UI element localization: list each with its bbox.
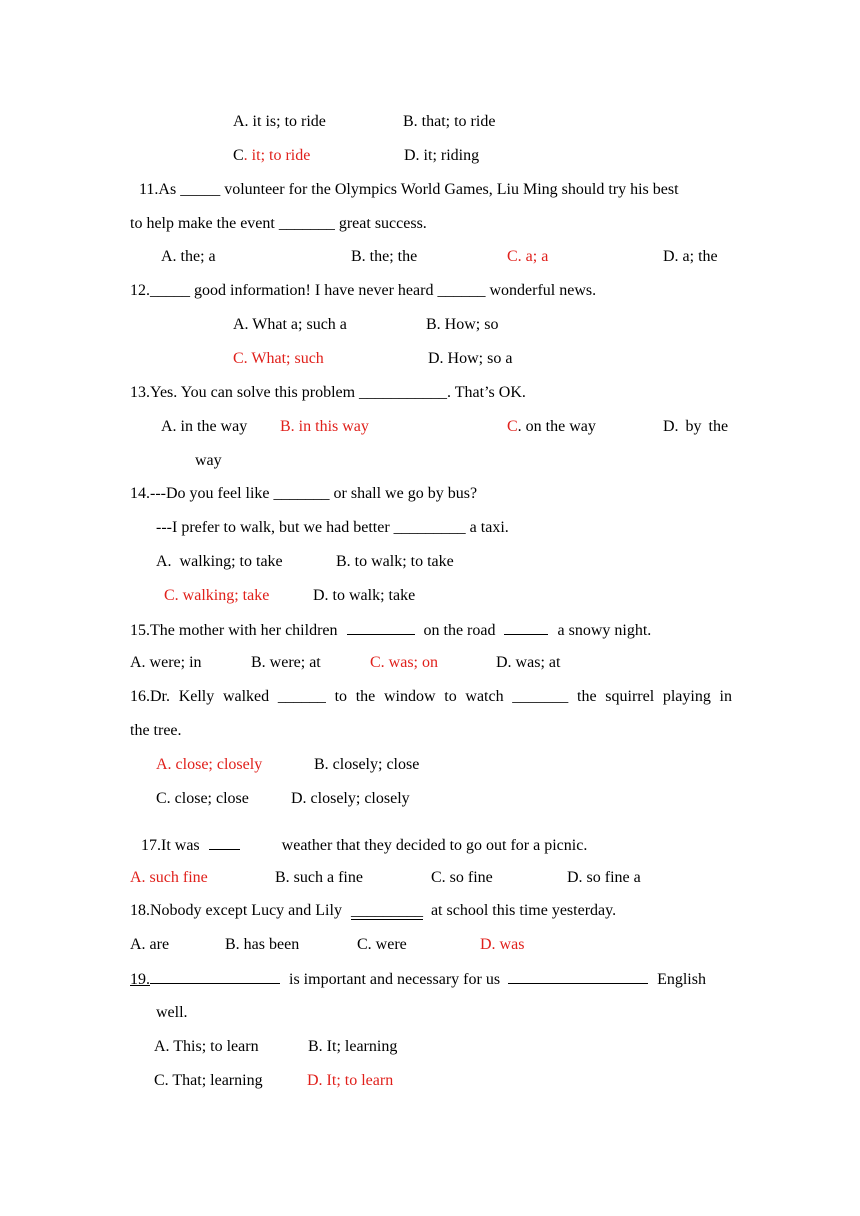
q16-option-c: C. close; close xyxy=(156,790,249,807)
q19-number: 19. xyxy=(130,971,150,988)
q14-stem-line1: 14.---Do you feel like _______ or shall we go by bus? xyxy=(130,485,478,502)
q15-option-a: A. were; in xyxy=(130,654,202,671)
q15-stem-suffix: a snowy night. xyxy=(557,622,652,639)
q16-option-b: B. closely; close xyxy=(314,756,420,773)
q11-option-d: D. a; the xyxy=(663,248,718,265)
q15-option-d: D. was; at xyxy=(496,654,561,671)
q17-stem-prefix: 17.It was xyxy=(141,837,200,854)
q15-blank-1 xyxy=(347,620,415,635)
q19-blank-1 xyxy=(150,969,280,984)
q17-option-c: C. so fine xyxy=(431,869,493,886)
q19-option-b: B. It; learning xyxy=(308,1038,398,1055)
q12-option-a: A. What a; such a xyxy=(233,316,347,333)
q13-option-c-text: . on the way xyxy=(517,418,596,435)
q13-option-b: B. in this way xyxy=(280,418,369,435)
q18-stem xyxy=(130,901,616,921)
q11-option-b: B. the; the xyxy=(351,248,418,265)
q14-option-a: A. walking; to take xyxy=(156,553,283,570)
q12-stem: 12._____ good information! I have never heard ______ wonderful news. xyxy=(130,282,597,299)
q14-option-b: B. to walk; to take xyxy=(336,553,454,570)
q18-option-c: C. were xyxy=(357,936,407,953)
q15-blank-2 xyxy=(504,620,548,635)
q16-stem-line1: 16.Dr. Kelly walked ______ to the window to watch _______ the squirrel playing in xyxy=(130,688,732,705)
q10-option-c xyxy=(233,146,310,166)
q11-stem-line2: to help make the event _______ great success. xyxy=(130,215,427,232)
q19-option-d: D. It; to learn xyxy=(307,1072,394,1089)
q17-blank xyxy=(209,835,240,850)
q11-option-a: A. the; a xyxy=(161,248,216,265)
q17-option-a: A. such fine xyxy=(130,869,208,886)
q15-stem-prefix: 15.The mother with her children xyxy=(130,622,338,639)
q18-option-a: A. are xyxy=(130,936,170,953)
q19-option-c: C. That; learning xyxy=(154,1072,263,1089)
q18-option-b: B. has been xyxy=(225,936,300,953)
q19-stem xyxy=(130,969,706,990)
q16-option-d: D. closely; closely xyxy=(291,790,410,807)
q10-option-a: A. it is; to ride xyxy=(233,113,326,130)
q12-option-c: C. What; such xyxy=(233,350,324,367)
q12-option-d: D. How; so a xyxy=(428,350,513,367)
q17-option-b: B. such a fine xyxy=(275,869,363,886)
q13-option-a: A. in the way xyxy=(161,418,248,435)
q13-option-c xyxy=(507,417,596,437)
q13-option-d: D. by the xyxy=(663,418,729,435)
q17-stem-suffix: weather that they decided to go out for a picnic. xyxy=(281,837,588,854)
q13-option-c-letter: C xyxy=(507,418,518,435)
q17-option-d: D. so fine a xyxy=(567,869,641,886)
q19-blank-2 xyxy=(508,969,648,984)
q12-option-b: B. How; so xyxy=(426,316,499,333)
q16-stem-line2: the tree. xyxy=(130,722,182,739)
q15-option-c: C. was; on xyxy=(370,654,438,671)
q10-option-b: B. that; to ride xyxy=(403,113,496,130)
q13-option-d-continued: way xyxy=(195,452,222,469)
q15-option-b: B. were; at xyxy=(251,654,321,671)
q18-stem-suffix: at school this time yesterday. xyxy=(430,902,617,919)
q14-option-c: C. walking; take xyxy=(164,587,270,604)
q16-option-a: A. close; closely xyxy=(156,756,263,773)
q14-stem-line2: ---I prefer to walk, but we had better _________ a taxi. xyxy=(156,519,509,536)
q19-stem-line2: well. xyxy=(156,1004,188,1021)
q10-option-c-letter: C xyxy=(233,147,244,164)
q11-stem-line1: 11.As _____ volunteer for the Olympics World Games, Liu Ming should try his best xyxy=(139,181,679,198)
q13-stem: 13.Yes. You can solve this problem ___________. That’s OK. xyxy=(130,384,526,401)
q15-stem xyxy=(130,620,651,641)
q10-option-d: D. it; riding xyxy=(404,147,480,164)
q18-stem-prefix: 18.Nobody except Lucy and Lily xyxy=(130,902,342,919)
q14-option-d: D. to walk; take xyxy=(313,587,416,604)
q19-option-a: A. This; to learn xyxy=(154,1038,259,1055)
q19-stem-suffix: English xyxy=(657,971,706,988)
q18-option-d: D. was xyxy=(480,936,525,953)
q10-option-c-text: . it; to ride xyxy=(243,147,311,164)
q15-stem-middle: on the road xyxy=(423,622,496,639)
q11-option-c: C. a; a xyxy=(507,248,549,265)
q17-stem xyxy=(141,835,587,856)
q19-stem-middle: is important and necessary for us xyxy=(289,971,501,988)
q18-blank: _________ xyxy=(350,902,423,919)
